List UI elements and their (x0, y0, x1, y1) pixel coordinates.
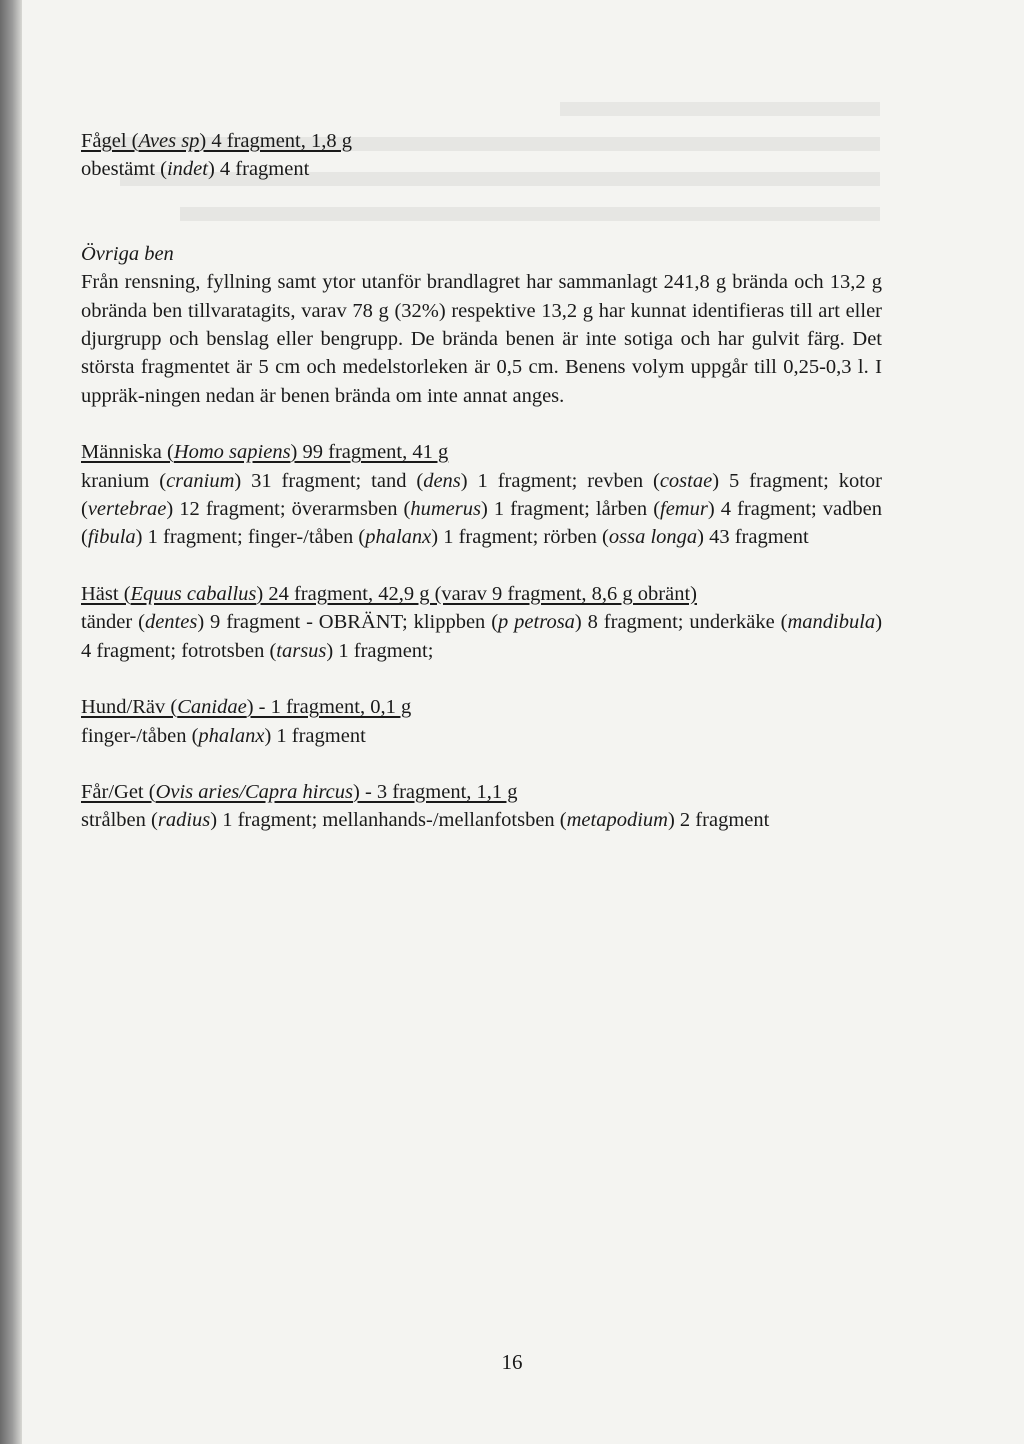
horse-item-petrosa: klippben (p petrosa) 8 fragment; (413, 611, 690, 634)
horse-section (81, 580, 882, 665)
other-bones-paragraph: Från rensning, fyllning samt ytor utanför brandlagret har sammanlagt 241,8 g brända och 13,2 g obrända ben tillvaratagits, varav 78 g (32%) respektive 13,2 g har kunnat identifieras till art eller djurgrupp och benslag eller bengrupp. De brända benen är inte sotiga och har gulvit färg. Det största fragmentet är 5 cm och medelstorleken är 0,5 cm. Benens volym uppgår till 0,25-0,3 l. I uppräk-ningen nedan är benen brända om inte annat anges. (81, 271, 882, 407)
sheep-goat-item-radius: strålben (radius) 1 fragment; (81, 809, 323, 832)
document-body (81, 127, 882, 835)
canid-bone-list (81, 722, 882, 750)
horse-title (81, 580, 882, 608)
other-bones-section (81, 240, 882, 410)
canid-title-text: Hund/Räv (Canidae) - 1 fragment, 0,1 g (81, 696, 412, 719)
canid-title (81, 693, 882, 721)
bird-body: obestämt (indet) 4 fragment (81, 158, 310, 181)
bird-title (81, 127, 882, 155)
scan-binding-edge (0, 0, 22, 1444)
horse-bone-list (81, 608, 882, 665)
human-item-phalanx: finger-/tåben (phalanx) 1 fragment; (247, 526, 544, 549)
human-title (81, 438, 882, 466)
bird-section (81, 127, 882, 184)
sheep-goat-bone-list (81, 806, 882, 834)
human-item-cranium: kranium (cranium) 31 fragment; (81, 469, 372, 492)
human-item-costae: revben (costae) 5 fragment; (587, 469, 839, 492)
sheep-goat-item-metapodium: mellanhands-/mellanfotsben (metapodium) 2 fragment (322, 809, 770, 832)
canid-section (81, 693, 882, 750)
human-item-fibula: vadben (fibula) 1 fragment; (81, 498, 882, 549)
canid-item-phalanx: finger-/tåben (phalanx) 1 fragment (81, 724, 366, 747)
human-item-vertebrae: kotor (vertebrae) 12 fragment; (81, 469, 882, 521)
sheep-goat-title-text: Får/Get (Ovis aries/Capra hircus) - 3 fragment, 1,1 g (81, 780, 518, 803)
bird-title-text: Fågel (Aves sp) 4 fragment, 1,8 g (81, 130, 352, 152)
human-item-femur: lårben (femur) 4 fragment; (595, 498, 823, 521)
horse-item-dentes: tänder (dentes) 9 fragment - OBRÄNT; (81, 611, 414, 634)
human-item-dens: tand (dens) 1 fragment; (371, 469, 588, 492)
human-title-text: Människa (Homo sapiens) 99 fragment, 41 g (81, 441, 449, 464)
other-bones-heading: Övriga ben (81, 242, 174, 265)
horse-item-tarsus: fotrotsben (tarsus) 1 fragment; (181, 639, 434, 662)
page-number: 16 (501, 1350, 523, 1374)
human-item-humerus: överarmsben (humerus) 1 fragment; (291, 498, 596, 521)
sheep-goat-title (81, 778, 882, 806)
sheep-goat-section (81, 778, 882, 835)
human-section (81, 438, 882, 552)
horse-item-mandibula: underkäke (mandibula) 4 fragment; (81, 611, 883, 662)
human-bone-list (81, 467, 882, 552)
horse-title-text: Häst (Equus caballus) 24 fragment, 42,9 g (varav 9 fragment, 8,6 g obränt) (81, 582, 697, 605)
human-item-ossa-longa: rörben (ossa longa) 43 fragment (543, 526, 809, 549)
